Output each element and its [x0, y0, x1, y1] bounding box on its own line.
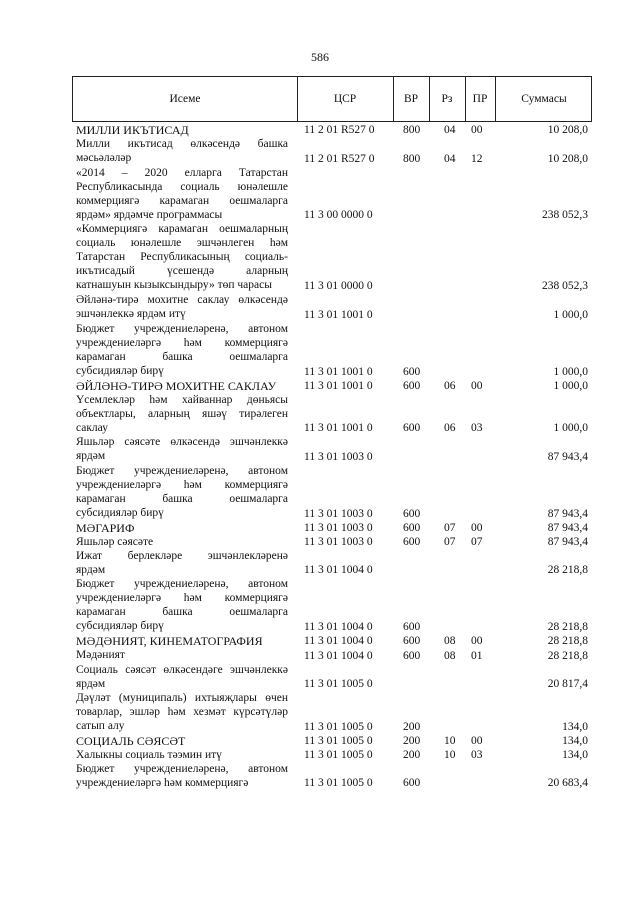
row-sum: 134,0	[562, 748, 588, 761]
table-row	[76, 137, 588, 165]
row-sum: 20 683,4	[547, 777, 588, 790]
row-rz: 08	[444, 649, 456, 662]
row-name	[76, 322, 288, 378]
table-row	[76, 222, 588, 293]
row-vr: 600	[403, 535, 421, 548]
row-sum: 87 943,4	[547, 507, 588, 520]
row-name-line: ярдәм	[76, 564, 106, 576]
header-sum: Суммасы	[521, 93, 567, 105]
row-rz: 10	[444, 734, 456, 747]
row-sum: 134,0	[562, 734, 588, 747]
row-sum: 1 000,0	[553, 308, 588, 321]
row-rz: 06	[444, 379, 456, 392]
row-sum: 87 943,4	[547, 521, 588, 534]
row-pr: 00	[471, 734, 483, 747]
row-csr: 11 3 01 0000 0	[304, 280, 373, 293]
row-name-line: МӘДӘНИЯТ, КИНЕМАТОГРАФИЯ	[76, 634, 263, 649]
row-vr: 600	[403, 507, 421, 520]
row-name	[76, 549, 288, 577]
row-rz: 07	[444, 535, 456, 548]
row-name-line: объектлары, аларның яшәү тирәлеген	[76, 407, 288, 420]
row-vr: 600	[403, 777, 421, 790]
row-name-line: Республикасында социаль юнәлешле	[76, 180, 288, 193]
row-name-line: Бюджет учреждениеләренә, автоном	[76, 464, 288, 477]
row-rz: 08	[444, 635, 456, 648]
row-name-line: мәсьәләләр	[76, 152, 132, 165]
row-vr: 600	[403, 422, 421, 435]
row-rz: 06	[444, 422, 456, 435]
row-name-line: Халыкны социаль тәэмин итү	[76, 748, 222, 761]
table-row	[76, 634, 588, 648]
row-name	[76, 435, 288, 463]
row-name-line: социаль юнәлешле эшчәнлеген һәм	[76, 237, 288, 250]
row-rz: 04	[444, 124, 456, 137]
row-sum: 238 052,3	[542, 209, 588, 222]
table-row	[76, 734, 588, 748]
row-vr: 600	[403, 649, 421, 662]
row-pr: 01	[471, 649, 483, 662]
row-csr: 11 2 01 R527 0	[304, 124, 375, 137]
header-name: Исеме	[169, 93, 201, 105]
row-name	[76, 691, 288, 733]
row-sum: 238 052,3	[542, 280, 588, 293]
row-name-line: коммерциягә карамаган оешмаларга	[76, 194, 288, 207]
row-sum: 28 218,8	[547, 635, 588, 648]
row-vr: 600	[403, 379, 421, 392]
row-name	[76, 577, 288, 633]
row-name	[76, 222, 288, 292]
table-row	[76, 521, 588, 535]
row-vr: 600	[403, 365, 421, 378]
table-row	[76, 435, 588, 463]
row-name-line: карамаган башка оешмаларга	[76, 492, 288, 505]
row-sum: 10 208,0	[547, 152, 588, 165]
row-rz: 07	[444, 521, 456, 534]
row-name-line: ярдәм	[76, 450, 106, 463]
row-name-line: Социаль сәясәт өлкәсендәге эшчәнлеккә	[76, 663, 288, 676]
row-name-line: Ижат берлекләре эшчәнлекләренә	[76, 550, 288, 562]
row-pr: 00	[471, 521, 483, 534]
row-name-line: МИЛЛИ ИКЪТИСАД	[76, 123, 189, 137]
row-vr: 200	[403, 748, 421, 761]
row-name-line: субсидияләр бирү	[76, 506, 164, 519]
row-name-line: учреждениеләргә һәм коммерциягә	[76, 592, 288, 605]
row-name	[76, 137, 288, 165]
page-number: 586	[311, 50, 329, 64]
row-pr: 00	[471, 124, 483, 137]
row-name-line: карамаган башка оешмаларга	[76, 606, 288, 619]
row-sum: 10 208,0	[547, 124, 588, 137]
row-name	[76, 393, 288, 435]
row-name-line: карамаган башка оешмаларга	[76, 350, 288, 363]
row-name	[76, 293, 288, 321]
table-row	[76, 293, 588, 321]
row-sum: 20 817,4	[547, 677, 588, 690]
row-csr: 11 3 01 1001 0	[304, 422, 373, 435]
row-sum: 134,0	[562, 720, 588, 733]
row-name-line: Мәдәният	[76, 649, 125, 662]
row-csr: 11 3 01 1005 0	[304, 734, 373, 747]
row-name-line: Яшьләр сәясәте	[76, 535, 154, 548]
row-name-line: товарлар, эшләр һәм хезмәт күрсәтүләр	[76, 706, 288, 718]
row-name-line: ярдәм» ярдәмче программасы	[76, 208, 223, 221]
row-name-line: Дәүләт (муниципаль) ихтыяҗлары өчен	[76, 692, 288, 704]
row-name-line: Бюджет учреждениеләренә, автоном	[76, 578, 288, 591]
row-sum: 28 218,8	[547, 649, 588, 662]
row-vr: 600	[403, 621, 421, 634]
row-csr: 11 3 01 1003 0	[304, 450, 373, 463]
row-name-line: субсидияләр бирү	[76, 364, 164, 377]
row-name	[76, 123, 288, 137]
row-csr: 11 3 01 1005 0	[304, 677, 373, 690]
row-csr: 11 3 01 1001 0	[304, 365, 373, 378]
row-name	[76, 521, 288, 535]
row-name-line: катнашуын кызыксындыру» төп чарасы	[76, 279, 272, 292]
row-csr: 11 3 01 1001 0	[304, 308, 373, 321]
row-csr: 11 3 01 1003 0	[304, 507, 373, 520]
row-name-line: Татарстан Республикасының социаль-	[76, 251, 288, 264]
row-name	[76, 748, 288, 762]
header-csr: ЦСР	[333, 93, 357, 105]
row-name-line: Үсемлекләр һәм хайваннар дөньясы	[76, 393, 288, 406]
row-vr: 200	[403, 734, 421, 747]
row-sum: 28 218,8	[547, 564, 588, 577]
row-name-line: ӘЙЛӘНӘ-ТИРӘ МОХИТНЕ САКЛАУ	[76, 378, 277, 393]
row-csr: 11 2 01 R527 0	[304, 152, 375, 165]
row-pr: 00	[471, 379, 483, 392]
row-csr: 11 3 01 1001 0	[304, 379, 373, 392]
row-name	[76, 166, 288, 222]
row-csr: 11 3 01 1003 0	[304, 521, 373, 534]
table-row	[76, 166, 588, 223]
row-rz: 04	[444, 152, 456, 165]
row-sum: 87 943,4	[547, 450, 588, 463]
table-row	[76, 762, 588, 790]
table-row	[76, 748, 588, 762]
row-name-line: ярдәм	[76, 677, 106, 690]
row-sum: 1 000,0	[553, 365, 588, 378]
row-pr: 03	[471, 422, 483, 435]
table-row	[76, 577, 588, 634]
row-name-line: икътисадый үсешендә аларның	[76, 265, 288, 278]
row-name-line: Әйләнә-тирә мохитне саклау өлкәсендә	[76, 294, 288, 307]
table-row	[76, 535, 588, 549]
table-row	[76, 123, 588, 137]
row-sum: 1 000,0	[553, 379, 588, 392]
row-pr: 12	[471, 152, 483, 165]
table-row	[76, 549, 588, 577]
row-csr: 11 3 01 1004 0	[304, 649, 373, 662]
row-pr: 03	[471, 748, 483, 761]
table-row	[76, 379, 588, 393]
row-name	[76, 379, 288, 393]
row-name	[76, 663, 288, 691]
row-csr: 11 3 01 1005 0	[304, 720, 373, 733]
table-row	[76, 322, 588, 379]
row-pr: 07	[471, 535, 483, 548]
row-csr: 11 3 01 1004 0	[304, 621, 373, 634]
row-csr: 11 3 01 1003 0	[304, 535, 373, 548]
row-vr: 800	[403, 124, 421, 137]
table-header	[72, 76, 592, 122]
row-vr: 200	[403, 720, 421, 733]
row-csr: 11 3 01 1004 0	[304, 635, 373, 648]
row-sum: 1 000,0	[553, 422, 588, 435]
row-name-line: эшчәнлеккә ярдәм итү	[76, 308, 186, 321]
row-csr: 11 3 01 1004 0	[304, 564, 373, 577]
row-name-line: саклау	[76, 421, 108, 434]
row-name-line: МӘГАРИФ	[76, 520, 135, 535]
table-row	[76, 464, 588, 521]
row-name-line: учреждениеләргә һәм коммерциягә	[76, 478, 288, 491]
row-sum: 28 218,8	[547, 621, 588, 634]
header-vr: ВР	[403, 93, 419, 105]
row-name-line: Бюджет учреждениеләренә, автоном	[76, 322, 288, 335]
row-csr: 11 3 01 1005 0	[304, 777, 373, 790]
row-name	[76, 734, 288, 748]
row-name-line: СОЦИАЛЬ СӘЯСӘТ	[76, 733, 186, 748]
row-name-line: «Коммерциягә карамаган оешмаларның	[76, 223, 288, 236]
row-name-line: сатып алу	[76, 720, 125, 732]
row-name	[76, 762, 288, 790]
row-name-line: «2014 – 2020 елларга Татарстан	[76, 166, 288, 179]
row-pr: 00	[471, 635, 483, 648]
row-rz: 10	[444, 748, 456, 761]
row-name-line: субсидияләр бирү	[76, 620, 164, 633]
row-name	[76, 535, 288, 549]
row-name	[76, 648, 288, 662]
row-vr: 600	[403, 635, 421, 648]
row-name-line: Яшьләр сәясәте өлкәсендә эшчәнлеккә	[76, 436, 288, 449]
row-csr: 11 3 01 1005 0	[304, 748, 373, 761]
row-name	[76, 464, 288, 520]
table-row	[76, 663, 588, 691]
header-rz: Рз	[441, 93, 453, 105]
table-row	[76, 648, 588, 662]
row-name	[76, 634, 288, 648]
header-pr: ПР	[472, 93, 488, 105]
row-name-line: учреждениеләргә һәм коммерциягә	[76, 777, 249, 789]
row-vr: 800	[403, 152, 421, 165]
row-name-line: учреждениеләргә һәм коммерциягә	[76, 336, 288, 349]
row-name-line: Бюджет учреждениеләренә, автоном	[76, 763, 288, 775]
row-sum: 87 943,4	[547, 535, 588, 548]
table-row	[76, 393, 588, 436]
row-name-line: Милли икътисад өлкәсендә башка	[76, 138, 288, 151]
row-csr: 11 3 00 0000 0	[304, 209, 373, 222]
row-vr: 600	[403, 521, 421, 534]
table-row	[76, 691, 588, 734]
